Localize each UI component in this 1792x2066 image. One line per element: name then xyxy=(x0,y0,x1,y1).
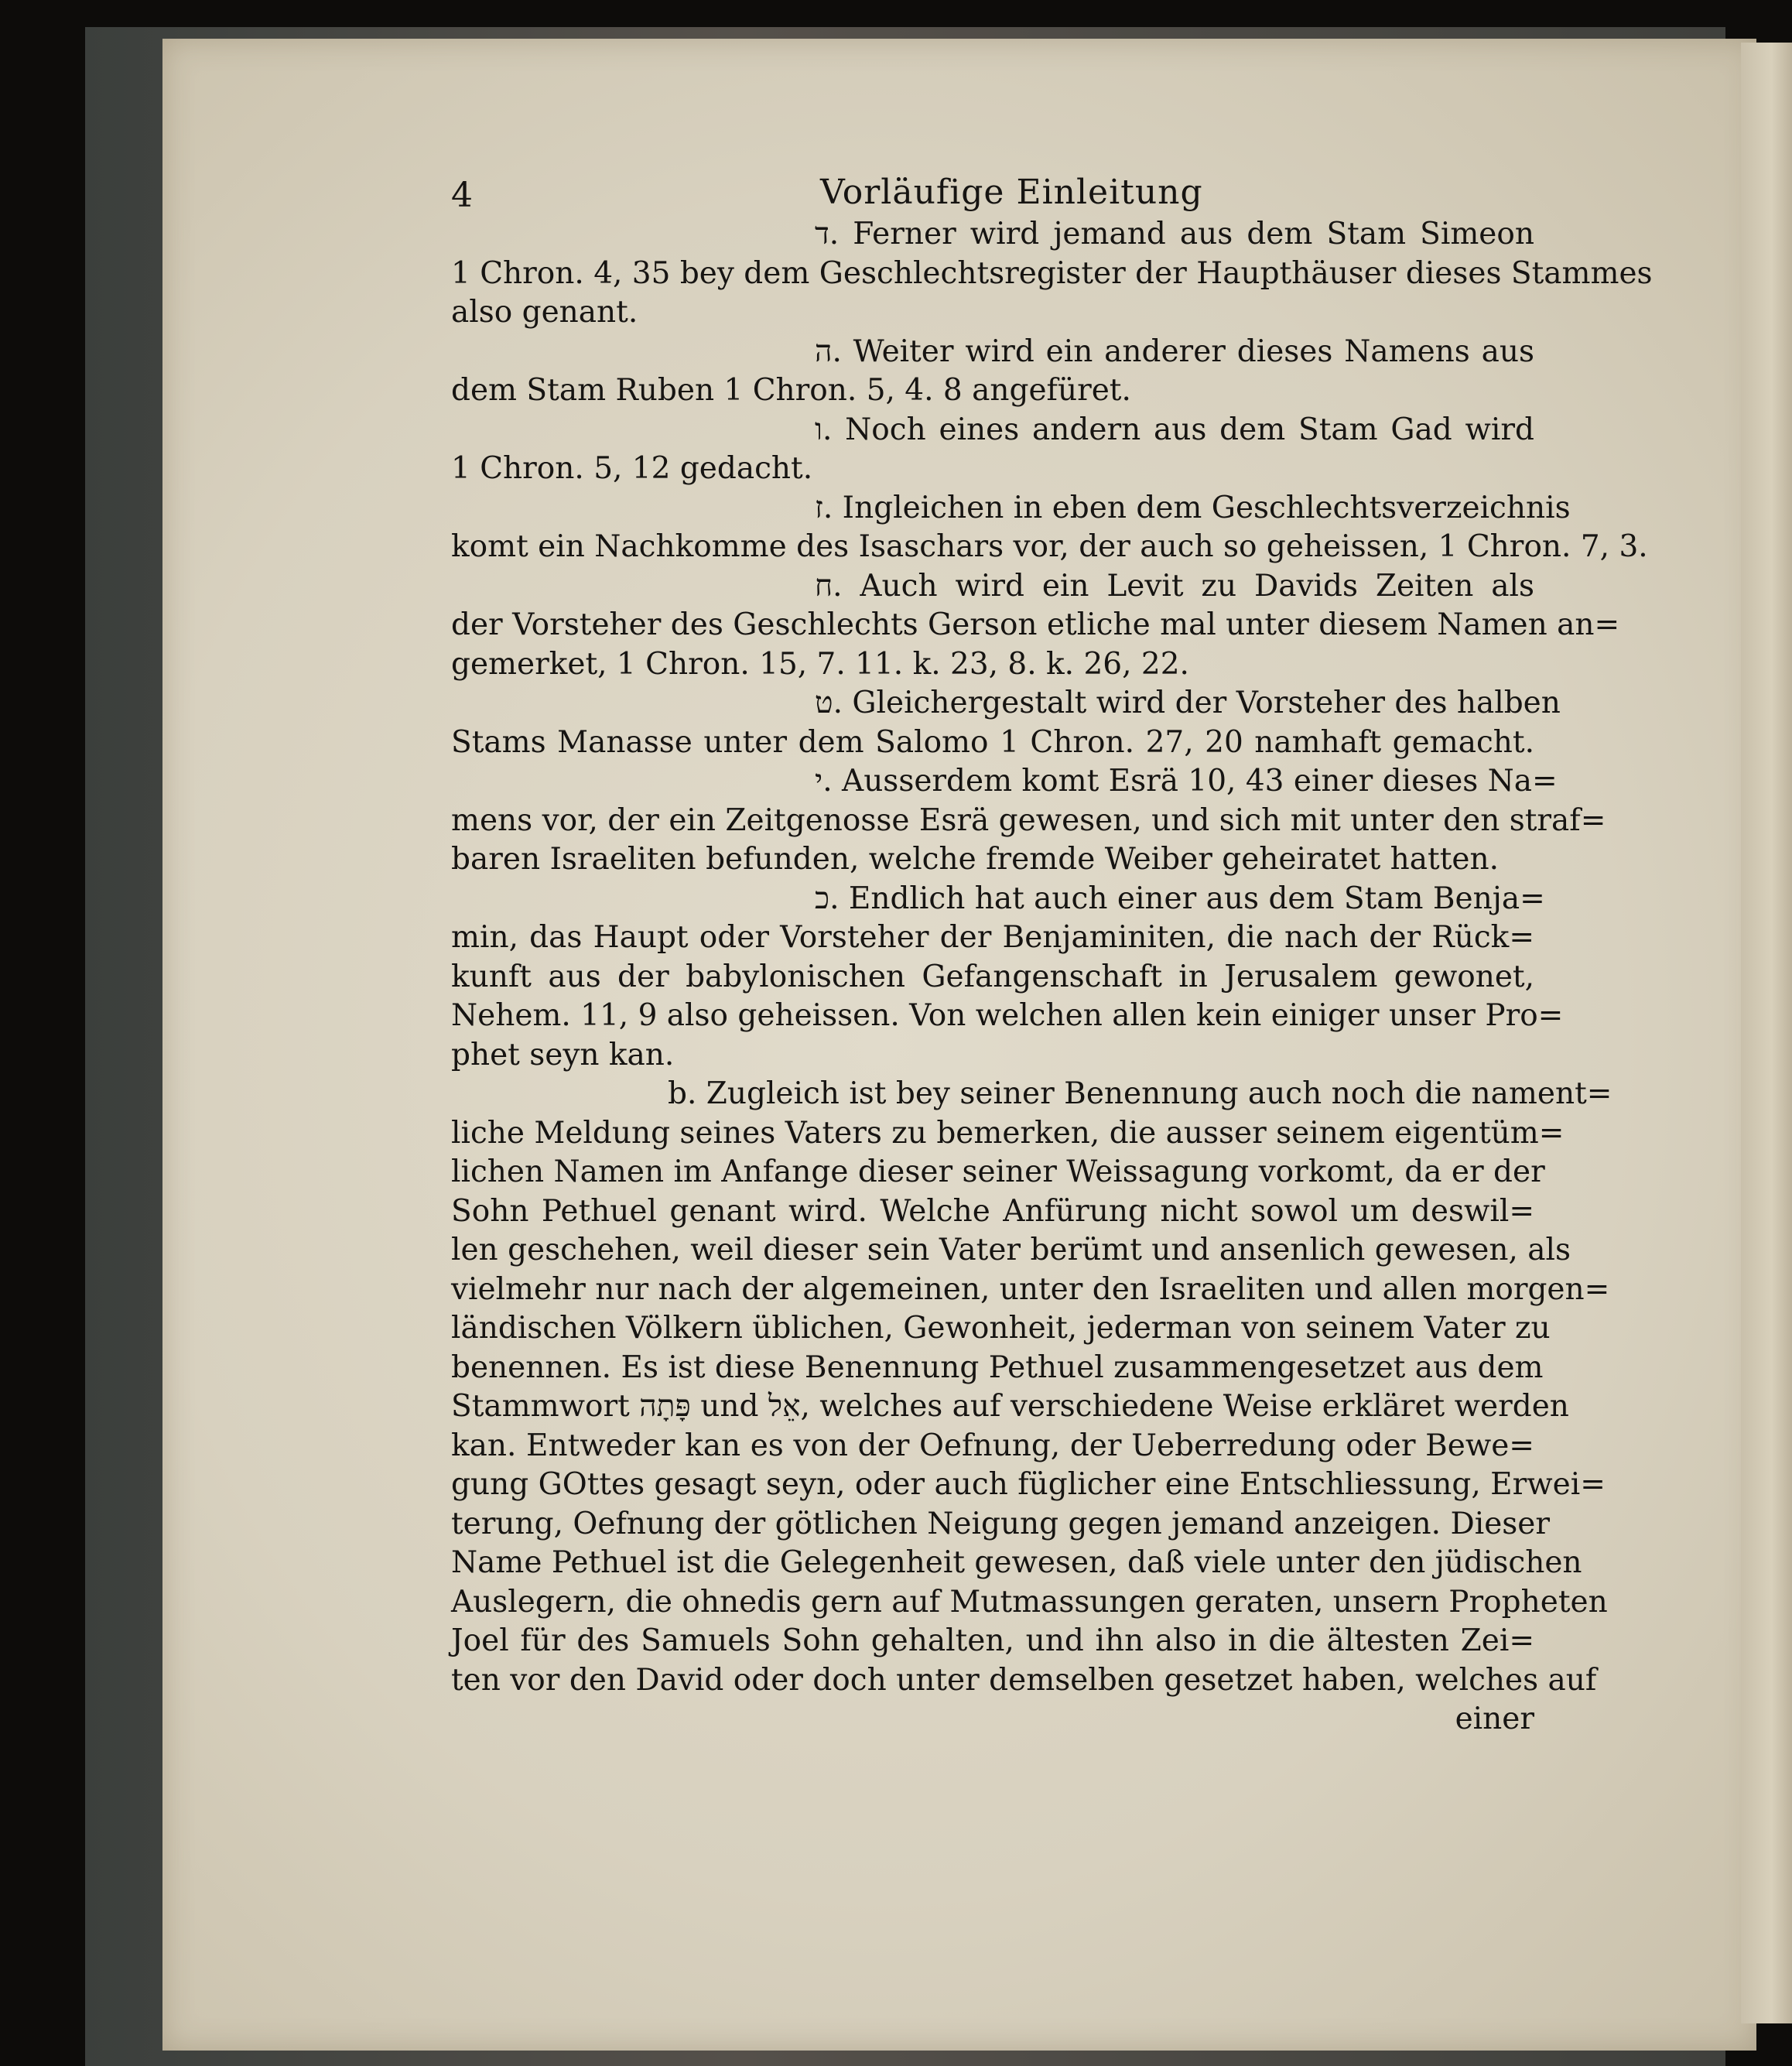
text-line: benennen. Es ist diese Benennung Pethuel zusammengesetzet aus dem xyxy=(451,1349,1544,1385)
text-line: Name Pethuel ist die Gelegenheit gewesen, daß viele unter den jüdischen xyxy=(451,1545,1582,1580)
facing-page-edge xyxy=(1741,43,1792,2023)
text-line: ד. Ferner wird jemand aus dem Stam Simeon xyxy=(815,217,1534,251)
text-line: Nehem. 11, 9 also geheissen. Von welchen allen kein einiger unser Pro= xyxy=(451,998,1564,1033)
text-line: כ. Endlich hat auch einer aus dem Stam Benja= xyxy=(815,881,1545,916)
text-line: len geschehen, weil dieser sein Vater berümt und ansenlich gewesen, als xyxy=(451,1233,1571,1267)
text-line: י. Ausserdem komt Esrä 10, 43 einer dieses Na= xyxy=(815,764,1558,799)
text-line: gemerket, 1 Chron. 15, 7. 11. k. 23, 8. k. 26, 22. xyxy=(451,646,1189,682)
text-line: also genant. xyxy=(451,295,638,330)
text-line: ז. Ingleichen in eben dem Geschlechtsverzeichnis xyxy=(815,490,1571,525)
text-line: 1 Chron. 5, 12 gedacht. xyxy=(451,451,813,486)
running-head: Vorläufige Einleitung xyxy=(820,173,1203,212)
text-line: vielmehr nur nach der algemeinen, unter den Israeliten und allen morgen= xyxy=(451,1271,1610,1307)
text-line: baren Israeliten befunden, welche fremde Weiber geheiratet hatten. xyxy=(451,842,1499,877)
text-line: liche Meldung seines Vaters zu bemerken, die ausser seinem eigentüm= xyxy=(451,1115,1565,1151)
text-line: ה. Weiter wird ein anderer dieses Namens aus xyxy=(815,334,1534,369)
text-line: ten vor den David oder doch unter demselben gesetzet haben, welches auf xyxy=(451,1662,1597,1698)
text-line: Sohn Pethuel genant wird. Welche Anfürung nicht sowol um deswil= xyxy=(451,1193,1534,1229)
text-line: gung GOttes gesagt seyn, oder auch füglicher eine Entschliessung, Erwei= xyxy=(451,1467,1606,1502)
text-line: dem Stam Ruben 1 Chron. 5, 4. 8 angefüret. xyxy=(451,373,1131,408)
text-line: kunft aus der babylonischen Gefangenschaft in Jerusalem gewonet, xyxy=(451,959,1534,994)
text-line: Joel für des Samuels Sohn gehalten, und ihn also in die ältesten Zei= xyxy=(451,1623,1534,1658)
text-line: Stammwort פָּתָה und אֵל, welches auf verschiedene Weise erkläret werden xyxy=(451,1389,1569,1424)
page-text-block xyxy=(451,169,1653,1739)
text-line: ט. Gleichergestalt wird der Vorsteher des halben xyxy=(815,686,1561,720)
text-line: min, das Haupt oder Vorsteher der Benjaminiten, die nach der Rück= xyxy=(451,920,1534,955)
page-number: 4 xyxy=(451,176,473,215)
body-text xyxy=(451,215,1653,1739)
text-line: phet seyn kan. xyxy=(451,1037,675,1072)
text-line: ו. Noch eines andern aus dem Stam Gad wird xyxy=(815,412,1534,447)
text-line: Stams Manasse unter dem Salomo 1 Chron. 27, 20 namhaft gemacht. xyxy=(451,724,1534,760)
text-line: 1 Chron. 4, 35 bey dem Geschlechtsregister der Haupthäuser dieses Stammes xyxy=(451,255,1653,291)
text-line: der Vorsteher des Geschlechts Gerson etliche mal unter diesem Namen an= xyxy=(451,607,1620,642)
text-line: lichen Namen im Anfange dieser seiner Weissagung vorkomt, da er der xyxy=(451,1154,1545,1189)
text-line: einer xyxy=(1455,1702,1534,1736)
text-line: komt ein Nachkomme des Isaschars vor, der auch so geheissen, 1 Chron. 7, 3. xyxy=(451,529,1648,564)
text-line: Auslegern, die ohnedis gern auf Mutmassungen geraten, unsern Propheten xyxy=(451,1584,1608,1620)
text-line: terung, Oefnung der götlichen Neigung gegen jemand anzeigen. Dieser xyxy=(451,1506,1551,1541)
text-line: mens vor, der ein Zeitgenosse Esrä gewesen, und sich mit unter den straf= xyxy=(451,802,1606,838)
text-line: ח. Auch wird ein Levit zu Davids Zeiten als xyxy=(815,568,1534,604)
text-line: kan. Entweder kan es von der Oefnung, der Ueberredung oder Bewe= xyxy=(451,1428,1534,1463)
text-line: b. Zugleich ist bey seiner Benennung auch noch die nament= xyxy=(668,1076,1612,1111)
page-header xyxy=(451,169,1534,215)
text-line: ländischen Völkern üblichen, Gewonheit, jederman von seinem Vater zu xyxy=(451,1311,1551,1346)
